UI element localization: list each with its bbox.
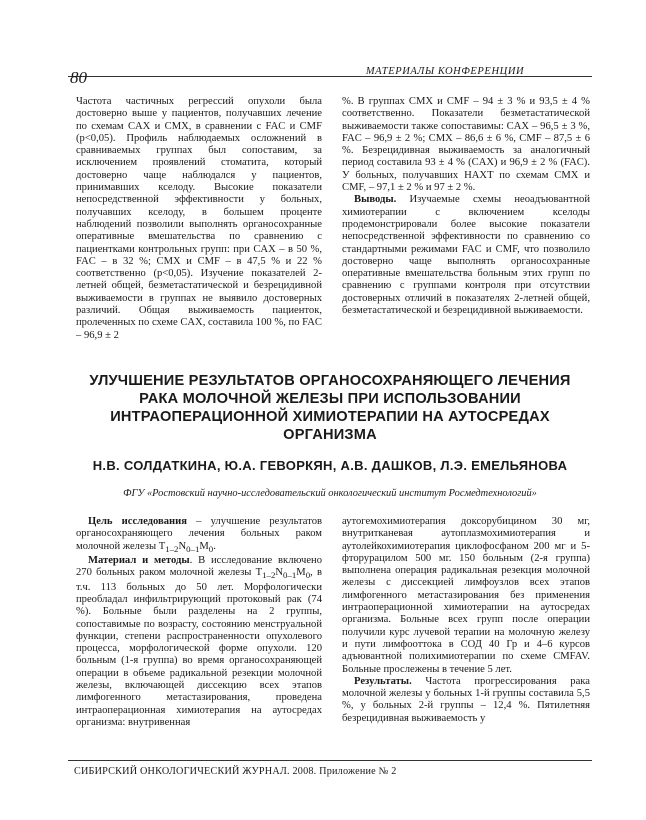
methods-label: Материал и методы [88,555,190,566]
aim-label: Цель исследования [88,516,187,527]
prev-paragraph-2: %. В группах CMX и CMF – 94 ± 3 % и 93,5 ± 4 % соответственно. Показатели безметастатической выживаемости также сопоставимы: CAX – 96,5 ± 3 %, FAC – 96,9 ± 2 %; CMX – 86,6 ± 6 %, CMF – 87,5 ± 6 %. Безрецидивная выживаемость за аналогичный период составила 93 ± 4 % (CAX) и 96,9 ± 2 % (FAC). У больных, получавших HAXT по схемам CMX и CMF, – 97,1 ± 2 % и 97 ± 2 %. [342,96,590,194]
results-label: Результаты. [354,675,412,687]
methods-continued: аутогемохимиотерапия доксорубицином 30 мг, внутритканевая аутоплазмохимиотерапия и аутолейкохимиотерапия циклофосфаном 200 мг и 5-фторурацилом 500 мг. 150 больным (2-я группа) выполнена операция радикальная резекция молочной железы с диссекцией лимфоузлов всех этапов лимфогенного метастазирования без применения интраоперационной химиотерапии на аутосредах организма. Больные всех групп после операции получили курс лучевой терапии на молочную железу и пути лимфооттока в СОД 40 Гр и 4–6 курсов адъювантной полихимиотерапии по схеме CMFAV. Больные прослежены в течение 5 лет. [342,516,590,675]
article-col1 [76,516,322,729]
tnm-stage: $T_{1-2}N_{0-1}M_0$ [158,540,214,554]
conclusions-paragraph [342,194,590,317]
article-authors: Н.В. СОЛДАТКИНА, Ю.А. ГЕВОРКЯН, А.В. ДАШКОВ, Л.Э. ЕМЕЛЬЯНОВА [92,458,568,473]
page-number: 80 [70,68,87,87]
conclusions-text: Изучаемые схемы неоадъювантной химиотерапии с включением кселоды продемонстрировали более высокие показатели непосредственной эффективности по сравнению со стандартными режимами FAC и CMF, что позволило достоверно чаще выполнять органосохранные оперативные вмешательства больным этих групп по сравнению с группами контроля при отсутствии достоверных отличий в показателях 2-летней общей, безметастатической и безрецидивной выживаемости. [342,194,590,317]
conclusions-label: Выводы. [354,194,397,206]
article-affiliation: ФГУ «Ростовский научно-исследовательский онкологический институт Росмедтехнологий» [123,488,537,499]
running-title: МАТЕРИАЛЫ КОНФЕРЕНЦИИ [365,66,525,77]
tnm-stage-2: $T_{1-2}N_{0-1}M_0$ [255,567,311,581]
methods-paragraph: Материал и методы. В исследование включено 270 больных раком молочной железы $T_{1-2}N_{0-1}M_0$, в т.ч. 113 больных до 50 лет. Морфологически преобладал инфильтрирующий протоковый рак (74 %). Больные были разделены на 2 группы, сопоставимые по возрасту, состоянию менструальной функции, степени распространенности опухолевого процесса, морфологической форме опухоли. 120 больным (1-я группа) во время органосохраняющей операции в объеме радикальной резекции молочной железы, включающей диссекцию всех этапов лимфогенного метастазирования, проведена интраоперационная химиотерапия на аутосредах организма: внутривенная [76,555,322,728]
article-title: УЛУЧШЕНИЕ РЕЗУЛЬТАТОВ ОРГАНОСОХРАНЯЮЩЕГО ЛЕЧЕНИЯ РАКА МОЛОЧНОЙ ЖЕЛЕЗЫ ПРИ ИСПОЛЬЗОВАНИИ ИНТРАОПЕРАЦИОННОЙ ХИМИОТЕРАПИИ НА АУТОСРЕДАХ ОРГАНИЗМА [89,373,571,443]
article-col2 [342,516,590,725]
journal-footer: СИБИРСКИЙ ОНКОЛОГИЧЕСКИЙ ЖУРНАЛ. 2008. Приложение № 2 [74,766,397,777]
prev-article-col1 [76,96,322,342]
aim-paragraph: Цель исследования – улучшение результатов органосохраняющего лечения больных раком молочной железы $T_{1-2}N_{0-1}M_0$. [76,516,322,554]
prev-paragraph-1: Частота частичных регрессий опухоли была достоверно выше у пациентов, получавших лечение по схемам CAX и CMX, в сравнении с FAC и CMF (p<0,05). Профиль наблюдаемых осложнений в сравниваемых группах был сопоставим, за исключением проявлений стоматита, который достоверно чаще наблюдался у пациентов, принимавших кселоду. Высокие показатели непосредственной эффективности у больных, получавших кселоду, в большем проценте наблюдений позволили выполнять органосохранные оперативные вмешательства по сравнению с пациентками контрольных групп: при CAX – в 50 %, FAC – в 32 %; CMX и CMF – в 47,5 % и 22 % соответственно (p<0,05). Изучение показателей 2-летней общей, безметастатической и безрецидивной выживаемости в группах не выявило достоверных различий. Общая выживаемость пациенток, пролеченных по схеме CAX, составила 100 %, по FAC – 96,9 ± 2 [76,96,322,341]
prev-article-col2 [342,96,590,317]
results-paragraph: Результаты. Частота прогрессирования рака молочной железы у больных 1-й группы составила 5,5 %, у больных 2-й группы – 12,4 %. Пятилетняя безрецидивная выживаемость у [342,675,590,724]
footer-rule [68,760,592,761]
